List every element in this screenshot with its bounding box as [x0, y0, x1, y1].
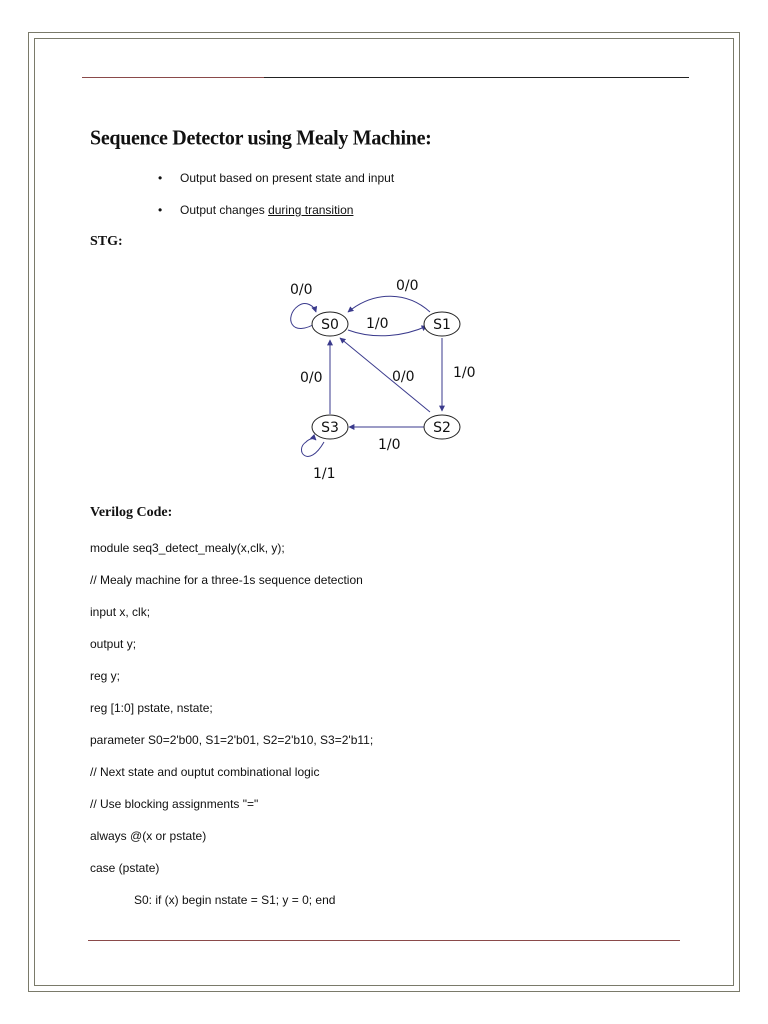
footer-rule: [88, 940, 680, 941]
bullet-list: [158, 170, 394, 234]
code-line: input x, clk;: [90, 605, 151, 619]
transition-label-s1-to-s0: 0/0: [396, 278, 419, 294]
transition-label-s0-to-s1: 1/0: [366, 316, 389, 332]
transition-label-s3-to-s0: 0/0: [300, 370, 323, 386]
edge-s2-to-s0: [340, 338, 430, 412]
edge-s3-self: [301, 439, 324, 457]
section-heading: Sequence Detector using Mealy Machine:: [90, 126, 432, 150]
transition-label-s1-to-s2: 1/0: [453, 365, 476, 381]
code-line: // Mealy machine for a three-1s sequence detection: [90, 573, 363, 587]
stg-label: STG:: [90, 234, 123, 249]
transition-label-s0-self: 0/0: [290, 282, 313, 298]
header-rule: [264, 77, 689, 78]
code-line: // Next state and ouptut combinational logic: [90, 765, 320, 779]
bullet-item: [158, 170, 394, 186]
bullet-text: Output changes: [180, 203, 269, 217]
state-label-s0: S0: [321, 317, 339, 333]
code-line: always @(x or pstate): [90, 829, 207, 843]
code-line: reg y;: [90, 669, 121, 683]
state-label-s3: S3: [321, 420, 339, 436]
bullet-text: Output based on present state and input: [180, 171, 395, 185]
bullet-underlined-text: during transition: [268, 203, 354, 217]
state-label-s2: S2: [433, 420, 451, 436]
verilog-code-label: Verilog Code:: [90, 505, 173, 520]
code-line: S0: if (x) begin nstate = S1; y = 0; end: [134, 893, 336, 907]
code-line: module seq3_detect_mealy(x,clk, y);: [90, 541, 285, 555]
verilog-code-block: [90, 540, 373, 924]
transition-label-s2-to-s0: 0/0: [392, 369, 415, 385]
code-line: // Use blocking assignments "=": [90, 797, 259, 811]
transition-label-s2-to-s3: 1/0: [378, 437, 401, 453]
bullet-item: [158, 202, 394, 218]
state-label-s1: S1: [433, 317, 451, 333]
code-line: reg [1:0] pstate, nstate;: [90, 701, 213, 715]
code-line: output y;: [90, 637, 137, 651]
code-line: parameter S0=2'b00, S1=2'b01, S2=2'b10, S3=2'b11;: [90, 733, 374, 747]
edge-s1-to-s0: [348, 296, 430, 312]
header-rule-accent: [82, 77, 264, 78]
transition-label-s3-self: 1/1: [313, 466, 336, 482]
code-line: case (pstate): [90, 861, 160, 875]
state-transition-diagram: [280, 270, 480, 490]
